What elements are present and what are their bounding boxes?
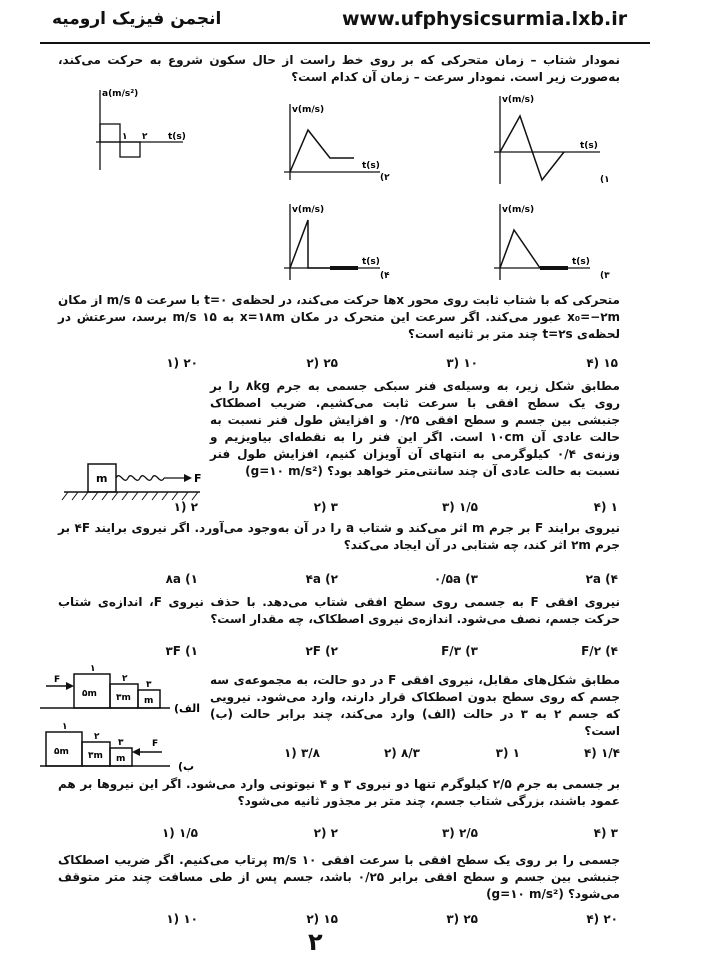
q3-option-2[interactable]: ۳ (۲ bbox=[313, 500, 338, 514]
q7-option-3[interactable]: ۲/۵ (۳ bbox=[441, 826, 478, 840]
q4-option-2[interactable]: ۴a (۲ bbox=[305, 572, 338, 586]
q2-option-3[interactable]: ۱۰ (۳ bbox=[446, 356, 478, 370]
question-1-text: نمودار شتاب – زمان متحرکی که بر روی خط راست از حال سکون شروع به حرکت می‌کند، به‌صورت زیر است. نمودار سرعت – زمان آن کدام است؟ bbox=[58, 53, 620, 84]
question-7-options bbox=[58, 826, 618, 840]
q8-option-1[interactable]: ۱۰ (۱ bbox=[166, 912, 198, 926]
q6b-block3-label: m bbox=[116, 754, 126, 764]
q6a-label: (الف bbox=[174, 702, 201, 715]
q1-opt3-v-axis: v(m/s) bbox=[502, 205, 535, 215]
q1-opt4-t-axis: t(s) bbox=[362, 257, 380, 267]
q1-opt2-t-axis: t(s) bbox=[362, 161, 380, 171]
q7-option-1[interactable]: ۱/۵ (۱ bbox=[161, 826, 198, 840]
q6-option-4[interactable]: ۱/۴ (۴ bbox=[583, 746, 620, 760]
q6b-n1: ۱ bbox=[62, 722, 68, 732]
q8-option-2[interactable]: ۱۵ (۲ bbox=[306, 912, 338, 926]
question-8-options bbox=[58, 912, 618, 926]
q1-option-4-graph bbox=[270, 200, 410, 286]
q6b-block1-label: ۵m bbox=[54, 747, 69, 757]
question-6-text: مطابق شکل‌های مقابل، نیروی افقی F در دو حالت، به مجموعه‌ی سه جسم که روی سطح بدون اصطکاک قرار دارند، وارد می‌شود. نیرویی که جسم ۲ به ۳ در حالت (الف) وارد می‌کند، چند برابر حالت (ب) است؟ bbox=[210, 673, 621, 738]
q7-option-4[interactable]: ۳ (۴ bbox=[593, 826, 618, 840]
q2-option-2[interactable]: ۲۵ (۲ bbox=[306, 356, 338, 370]
question-4-options bbox=[58, 572, 618, 586]
q6b-n3: ۳ bbox=[118, 738, 124, 748]
q3-option-3[interactable]: ۱/۵ (۳ bbox=[441, 500, 478, 514]
q1-a-axis-label: a(m/s²) bbox=[102, 89, 139, 99]
q3-spring-figure bbox=[60, 450, 208, 506]
header-site-url[interactable]: www.ufphysicsurmia.lxb.ir bbox=[342, 8, 628, 30]
q1-opt3-label: (۳ bbox=[600, 271, 610, 281]
q3-option-1[interactable]: ۲ (۱ bbox=[173, 500, 198, 514]
q1-opt1-label: (۱ bbox=[600, 175, 610, 185]
question-4-text: نیروی برایند F بر جرم m اثر می‌کند و شتاب a را در آن به‌وجود می‌آورد. اگر نیروی برایند ۴F بر جرم ۲m اثر کند، چه شتابی در آن ایجاد می‌کند؟ bbox=[58, 521, 620, 552]
question-5-text: نیروی افقی F به جسمی روی سطح افقی شتاب می‌دهد. با حذف نیروی F، اندازه‌ی شتاب حرکت جسم، نصف می‌شود. اندازه‌ی نیروی اصطکاک، چه مقدار است؟ bbox=[58, 595, 620, 626]
q1-option-3-graph bbox=[480, 200, 620, 286]
q4-option-4[interactable]: ۲a (۴ bbox=[585, 572, 618, 586]
q1-option-2-graph bbox=[270, 100, 410, 190]
q2-option-4[interactable]: ۱۵ (۴ bbox=[586, 356, 618, 370]
q1-opt3-t-axis: t(s) bbox=[572, 257, 590, 267]
q3-force-label: F bbox=[194, 472, 202, 485]
q4-option-1[interactable]: ۸a (۱ bbox=[165, 572, 198, 586]
q1-opt1-v-axis: v(m/s) bbox=[502, 95, 535, 105]
q6-figure-a bbox=[40, 664, 210, 720]
q5-option-1[interactable]: ۳F (۱ bbox=[165, 644, 198, 658]
question-2-options bbox=[58, 356, 618, 370]
q4-option-3[interactable]: ۰/۵a (۳ bbox=[433, 572, 478, 586]
q6a-n2: ۲ bbox=[122, 674, 128, 684]
q1-opt1-t-axis: t(s) bbox=[580, 141, 598, 151]
q2-option-1[interactable]: ۲۰ (۱ bbox=[166, 356, 198, 370]
question-6-options bbox=[230, 746, 620, 760]
q7-option-2[interactable]: ۲ (۲ bbox=[313, 826, 338, 840]
q1-opt4-v-axis: v(m/s) bbox=[292, 205, 325, 215]
question-3-options bbox=[58, 500, 618, 514]
q1-acceleration-graph bbox=[88, 84, 198, 176]
q6-option-2[interactable]: ۸/۳ (۲ bbox=[383, 746, 420, 760]
q1-option-1-graph bbox=[480, 90, 620, 190]
question-8-text: جسمی را بر روی یک سطح افقی با سرعت افقی ۱۰ m/s پرتاب می‌کنیم. اگر ضریب اصطکاک جنبشی بین جسم و سطح افقی برابر ۰/۲۵ باشد، جسم پس از طی مسافت چند متر متوقف می‌شود؟ (g=۱۰ m/s²) bbox=[58, 853, 620, 901]
question-3-text: مطابق شکل زیر، به وسیله‌ی فنر سبکی جسمی به جرم ۸kg را بر روی یک سطح افقی با سرعت ثابت می‌کشیم. ضریب اصطکاک جنبشی بین جسم و سطح افقی ۰/۲۵ و افزایش طول فنر نسبت به حالت عادی آن ۱۰cm است. اگر این فنر را به نقطه‌ای بیاویزیم و وزنه‌ی ۰/۴ کیلوگرمی به انتهای آن آویزان کنیم، افزایش طول فنر نسبت به حالت عادی آن چند سانتی‌متر خواهد بود؟ (g=۱۰ m/s²) bbox=[210, 379, 620, 478]
q1-tick-2: ۲ bbox=[142, 132, 148, 142]
q1-opt4-label: (۴ bbox=[380, 271, 390, 281]
q1-t-axis-label: t(s) bbox=[168, 132, 186, 142]
question-7-text: بر جسمی به جرم ۲/۵ کیلوگرم تنها دو نیروی ۳ و ۴ نیوتونی وارد می‌شود. اگر این نیروها بر هم عمود باشند، بزرگی شتاب جسم، چند متر بر مجذور ثانیه می‌شود؟ bbox=[58, 777, 621, 808]
q6a-block1-label: ۵m bbox=[82, 689, 97, 699]
q6b-force-label: F bbox=[152, 739, 159, 749]
q6b-n2: ۲ bbox=[94, 732, 100, 742]
q5-option-4[interactable]: F/۲ (۴ bbox=[581, 644, 618, 658]
q5-option-2[interactable]: ۲F (۲ bbox=[305, 644, 338, 658]
q6-option-3[interactable]: ۱ (۳ bbox=[495, 746, 520, 760]
q5-option-3[interactable]: F/۳ (۳ bbox=[441, 644, 478, 658]
q8-option-4[interactable]: ۲۰ (۴ bbox=[586, 912, 618, 926]
q6b-label: (ب bbox=[178, 760, 195, 773]
header-title: انجمن فیزیک ارومیه bbox=[52, 9, 222, 29]
q1-opt2-v-axis: v(m/s) bbox=[292, 105, 325, 115]
q6a-n3: ۳ bbox=[146, 680, 152, 690]
q6a-force-label: F bbox=[54, 675, 61, 685]
q6a-block2-label: ۳m bbox=[116, 693, 131, 703]
q6b-block2-label: ۳m bbox=[88, 751, 103, 761]
q6a-n1: ۱ bbox=[90, 664, 96, 674]
page-number: ۲ bbox=[308, 928, 323, 956]
q6a-block3-label: m bbox=[144, 696, 154, 706]
q6-option-1[interactable]: ۳/۸ (۱ bbox=[283, 746, 320, 760]
q1-opt2-label: (۲ bbox=[380, 173, 390, 183]
q3-mass-label: m bbox=[96, 472, 108, 485]
question-2-text: متحرکی که با شتاب ثابت روی محور xها حرکت می‌کند، در لحظه‌ی t=۰ با سرعت ۵ m/s از مکان x₀=−۲m عبور می‌کند. اگر سرعت این متحرک در مکان x=۱۸m به ۱۵ m/s برسد، سرعتش در لحظه‌ی t=۲s چند متر بر ثانیه است؟ bbox=[58, 293, 621, 341]
question-5-options bbox=[58, 644, 618, 658]
q8-option-3[interactable]: ۲۵ (۳ bbox=[446, 912, 478, 926]
q3-option-4[interactable]: ۱ (۴ bbox=[593, 500, 618, 514]
header-divider bbox=[40, 42, 650, 44]
q1-tick-1: ۱ bbox=[122, 132, 128, 142]
q6-figure-b bbox=[40, 722, 210, 778]
